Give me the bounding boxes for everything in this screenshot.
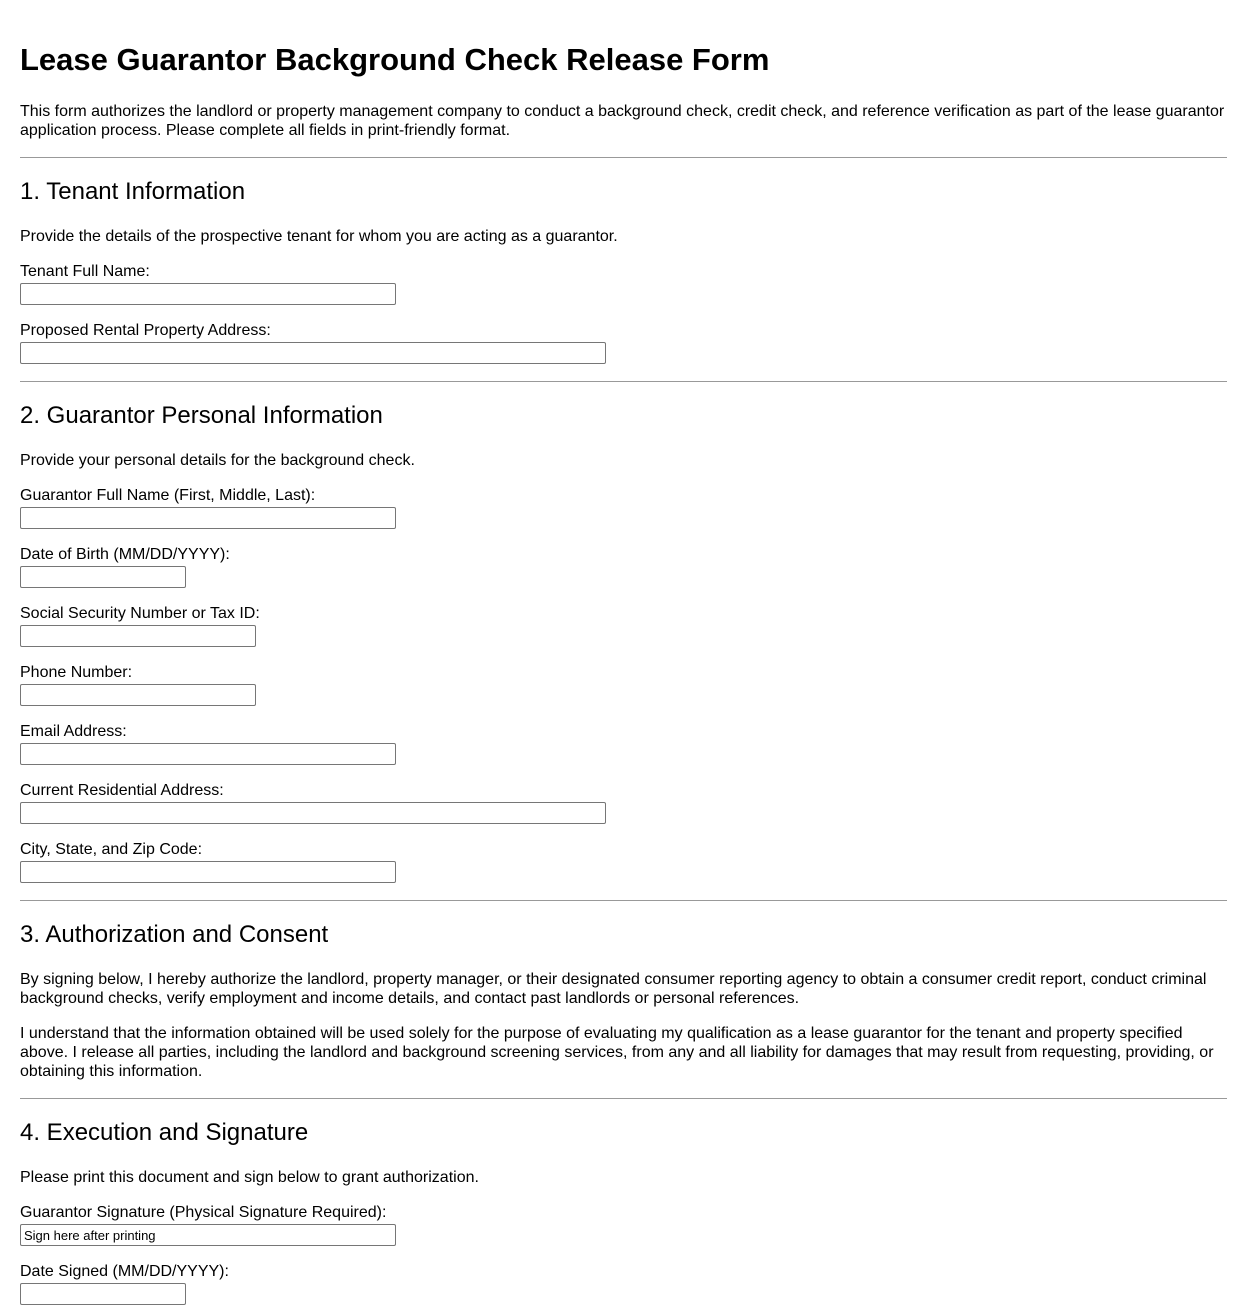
guarantor-information-section	[20, 401, 1227, 883]
signature-label: Guarantor Signature (Physical Signature Required):	[20, 1204, 387, 1221]
phone-input[interactable]	[20, 684, 256, 706]
city-state-zip-label: City, State, and Zip Code:	[20, 841, 203, 858]
section-divider	[20, 157, 1227, 158]
residential-address-field	[20, 781, 1227, 824]
section-divider	[20, 900, 1227, 901]
tenant-name-field	[20, 262, 1227, 305]
date-of-birth-label: Date of Birth (MM/DD/YYYY):	[20, 546, 230, 563]
guarantor-name-input[interactable]	[20, 507, 396, 529]
date-signed-input[interactable]	[20, 1283, 186, 1305]
page-title: Lease Guarantor Background Check Release Form	[20, 42, 770, 77]
guarantor-name-label: Guarantor Full Name (First, Middle, Last):	[20, 487, 316, 504]
email-field	[20, 722, 1227, 765]
release-paragraph: I understand that the information obtained will be used solely for the purpose of evaluating my qualification as a lease guarantor for the tenant and property specified above. I release all parties, including the landlord and background screening services, from any and all liability for damages that may result from requesting, providing, or obtaining this information.	[20, 1025, 1214, 1080]
ssn-field	[20, 604, 1227, 647]
section-heading-tenant: 1. Tenant Information	[20, 178, 246, 205]
property-address-input[interactable]	[20, 342, 606, 364]
date-of-birth-input[interactable]	[20, 566, 186, 588]
phone-label: Phone Number:	[20, 664, 133, 681]
section-divider	[20, 1098, 1227, 1099]
section-heading-authorization: 3. Authorization and Consent	[20, 921, 329, 948]
form-intro: This form authorizes the landlord or property management company to conduct a background check, credit check, and reference verification as part of the lease guarantor application process. Please complete all fields in print-friendly format.	[20, 103, 1225, 139]
date-signed-label: Date Signed (MM/DD/YYYY):	[20, 1263, 229, 1280]
guarantor-name-field	[20, 486, 1227, 529]
date-signed-field	[20, 1262, 1227, 1305]
phone-field	[20, 663, 1227, 706]
section-description-guarantor: Provide your personal details for the background check.	[20, 452, 415, 469]
city-state-zip-field	[20, 840, 1227, 883]
email-label: Email Address:	[20, 723, 127, 740]
tenant-name-input[interactable]	[20, 283, 396, 305]
ssn-input[interactable]	[20, 625, 256, 647]
signature-field	[20, 1203, 1227, 1246]
property-address-label: Proposed Rental Property Address:	[20, 322, 271, 339]
section-divider	[20, 381, 1227, 382]
section-description-tenant: Provide the details of the prospective tenant for whom you are acting as a guarantor.	[20, 228, 618, 245]
tenant-information-section	[20, 177, 1227, 364]
authorization-section	[20, 920, 1227, 1081]
property-address-field	[20, 321, 1227, 364]
section-description-signature: Please print this document and sign below to grant authorization.	[20, 1169, 479, 1186]
date-of-birth-field	[20, 545, 1227, 588]
tenant-name-label: Tenant Full Name:	[20, 263, 150, 280]
signature-section	[20, 1118, 1227, 1305]
section-heading-signature: 4. Execution and Signature	[20, 1119, 309, 1146]
authorization-paragraph: By signing below, I hereby authorize the landlord, property manager, or their designated consumer reporting agency to obtain a consumer credit report, conduct criminal background checks, verify employment and income details, and contact past landlords or personal references.	[20, 971, 1207, 1007]
residential-address-input[interactable]	[20, 802, 606, 824]
residential-address-label: Current Residential Address:	[20, 782, 224, 799]
city-state-zip-input[interactable]	[20, 861, 396, 883]
email-input[interactable]	[20, 743, 396, 765]
ssn-label: Social Security Number or Tax ID:	[20, 605, 260, 622]
section-heading-guarantor: 2. Guarantor Personal Information	[20, 402, 383, 429]
signature-input[interactable]	[20, 1224, 396, 1246]
